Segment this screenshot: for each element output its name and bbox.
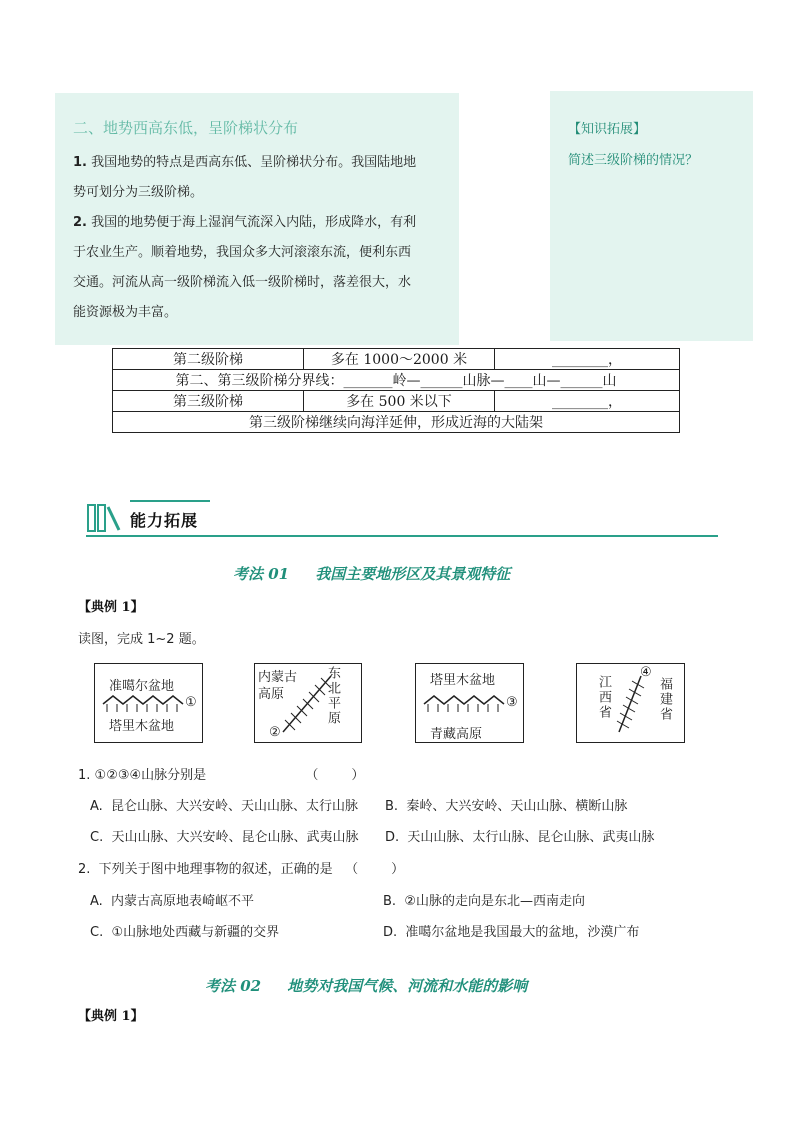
books-icon: [86, 503, 126, 537]
diagram-1: [94, 663, 203, 743]
example-label: 【典例 1】: [78, 600, 144, 615]
question-1-option-a: A. 昆仑山脉、大兴安岭、天山山脉、太行山脉: [90, 799, 359, 814]
diagram-4-right-label: 福建省: [657, 677, 672, 722]
table-cell: 多在 500 米以下: [304, 391, 495, 412]
mountain-range-icon: [101, 694, 191, 714]
table-row: [113, 349, 680, 370]
p2-line3: 交通。河流从高一级阶梯流入低一级阶梯时，落差很大，水: [73, 275, 412, 290]
table-cell: 多在 1000～2000 米: [304, 349, 495, 370]
table-row: [113, 412, 680, 433]
diagram-2-left-label-1: 内蒙古: [258, 670, 298, 685]
diagram-2: [254, 663, 362, 743]
question-2-option-c: C. ①山脉地处西藏与新疆的交界: [90, 925, 280, 940]
extension-question: 简述三级阶梯的情况？: [568, 153, 699, 168]
section-top-rule: [130, 500, 210, 502]
table-cell: 第二、第三级阶梯分界线：_______岭—______山脉—____山—______山: [113, 370, 680, 391]
question-2-option-a: A. 内蒙古高原地表崎岖不平: [90, 894, 255, 909]
example-2-label: 【典例 1】: [78, 1009, 144, 1024]
question-1-option-d: D. 天山山脉、太行山脉、昆仑山脉、武夷山脉: [385, 830, 655, 845]
table-cell: ________，: [495, 391, 680, 412]
p2-number: 2.: [73, 215, 87, 230]
diagram-1-top-label: 准噶尔盆地: [109, 679, 175, 694]
diagram-1-mark: ①: [185, 695, 197, 710]
table-cell: 第三级阶梯继续向海洋延伸，形成近海的大陆架: [113, 412, 680, 433]
mountain-range-icon: [422, 694, 512, 714]
table-cell: 第二级阶梯: [113, 349, 304, 370]
diagram-3-top-label: 塔里木盆地: [430, 673, 496, 688]
diagram-3-mark: ③: [506, 695, 518, 710]
table-row: [113, 370, 680, 391]
knowledge-title: 二、地势西高东低，呈阶梯状分布: [73, 119, 299, 137]
p2-line2: 于农业生产。顺着地势，我国众多大河滚滚东流，便利东西: [73, 245, 412, 260]
question-1-option-b: B. 秦岭、大兴安岭、天山山脉、横断山脉: [385, 799, 628, 814]
method-02-title: 考法 02 地势对我国气候、河流和水能的影响: [205, 977, 528, 995]
example-prompt: 读图，完成 1~2 题。: [78, 632, 205, 647]
table-row: [113, 391, 680, 412]
p2-line1: 我国的地势便于海上湿润气流深入内陆，形成降水，有利: [91, 215, 417, 230]
table-cell: 第三级阶梯: [113, 391, 304, 412]
p1-line1: 我国地势的特点是西高东低、呈阶梯状分布。我国陆地地: [91, 155, 417, 170]
question-1-option-c: C. 天山山脉、大兴安岭、昆仑山脉、武夷山脉: [90, 830, 359, 845]
table-cell: ________，: [495, 349, 680, 370]
diagram-1-bottom-label: 塔里木盆地: [109, 719, 175, 734]
question-2-option-b: B. ②山脉的走向是东北—西南走向: [383, 894, 585, 909]
section-label: 能力拓展: [130, 511, 199, 530]
p1-number: 1.: [73, 155, 87, 170]
diagram-2-mark: ②: [269, 725, 281, 740]
diagram-3: [415, 663, 524, 743]
diagram-2-left-label-2: 高原: [258, 687, 285, 702]
steps-table: [112, 348, 680, 433]
diagram-4-mark: ④: [640, 665, 652, 680]
extension-title: 【知识拓展】: [568, 122, 647, 137]
p1-line2: 势可划分为三级阶梯。: [73, 185, 204, 200]
diagram-3-bottom-label: 青藏高原: [430, 727, 483, 742]
method-01-title: 考法 01 我国主要地形区及其景观特征: [233, 565, 511, 583]
question-2-option-d: D. 准噶尔盆地是我国最大的盆地，沙漠广布: [383, 925, 640, 940]
section-divider: [86, 535, 718, 537]
knowledge-paragraph-1: [73, 148, 453, 328]
diagram-2-right-label: 东北平原: [325, 666, 340, 726]
question-2-stem: 2. 下列关于图中地理事物的叙述，正确的是 （ ）: [78, 862, 405, 877]
diagram-4: [576, 663, 685, 743]
diagram-4-left-label: 江西省: [596, 675, 611, 720]
p2-line4: 能资源极为丰富。: [73, 305, 178, 320]
question-1-stem: 1. ①②③④山脉分别是 （ ）: [78, 768, 365, 783]
